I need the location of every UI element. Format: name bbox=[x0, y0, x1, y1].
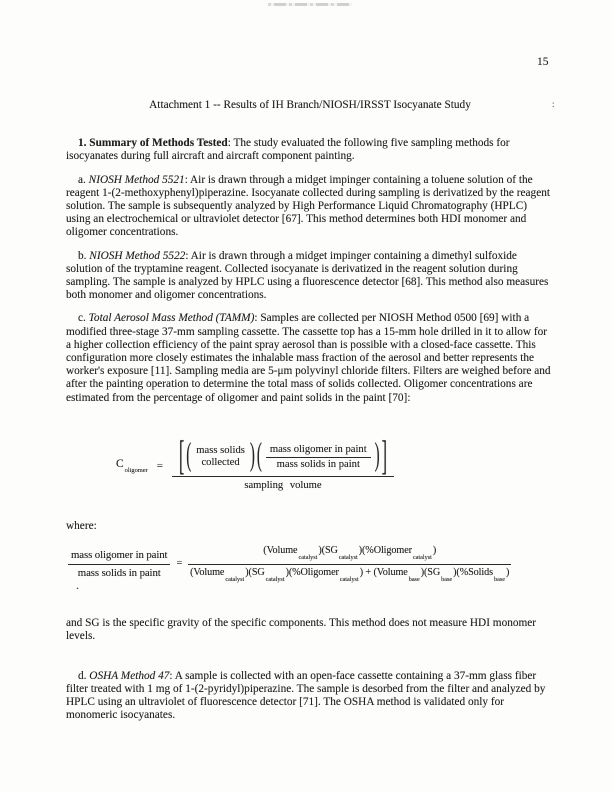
oligomer-ratio-denominator: mass solids in paint bbox=[276, 458, 360, 470]
equation2-rhs-fraction bbox=[188, 545, 511, 583]
sampling-volume-label: sampling volume bbox=[244, 479, 322, 491]
equation2-lhs-numerator: mass oligomer in paint bbox=[68, 549, 170, 565]
right-paren: ) bbox=[249, 439, 255, 474]
method-a-text: : Air is drawn through a midget impinger containing a toluene solution of the reagent 1-(2-methoxyphenyl)piperazine. Isocyanate collected during sampling is derivatized by the reagent solution. The sample is subsequently analyzed by High Performance Liquid Chromatography (HPLC) using an electrochemical or ultraviolet detector [67]. This method determines both HDI monomer and oligomer concentrations. bbox=[66, 173, 551, 239]
method-b-text: : Air is drawn through a midget impinger containing a dimethyl sulfoxide solution of the tryptamine reagent. Collected isocyanate is derivatized in the reagent solution during sampling. The sample is analyzed by HPLC using a fluorescence detector [68]. This method also measures both monomer and oligomer concentrations. bbox=[66, 249, 549, 302]
catalyst-subscript: catalyst bbox=[412, 554, 432, 562]
oligomer-ratio-numerator: mass oligomer in paint bbox=[266, 444, 371, 458]
method-c-text: : Samples are collected per NIOSH Method 0500 [69] with a modified three-stage 37-mm sampling cassette. The cassette top has a 15-mm hole drilled in it to allow for a higher collection efficiency of the paint spray aerosol than is possible with a closed-face cassette. This configuration more closely estimates the inhalable mass fraction of the aerosol and better represents the worker's exposure [11]. Sampling media are 5-μm polyvinyl chloride filters. Filters are weighed before and after the painting operation to determine the total mass of solids collected. Oligomer concentrations are estimated from the percentage of oligomer and paint solids in the paint [70]: bbox=[66, 312, 551, 404]
page-title: Attachment 1 -- Results of IH Branch/NIOSH/IRSST Isocyanate Study bbox=[149, 99, 471, 111]
method-d-text: : A sample is collected with an open-face cassette containing a 37-mm glass fiber filter treated with 1 mg of 1-(2-pyridyl)piperazine. The sample is desorbed from the filter and analyzed by HPLC using an ultraviolet of fluorescence detector [71]. The OSHA method is validated only for monomeric isocyanates. bbox=[66, 669, 546, 722]
equation-mass-ratio bbox=[68, 545, 554, 583]
collected-line: collected bbox=[201, 457, 240, 469]
left-paren: ( bbox=[186, 439, 192, 474]
method-d-label: d. bbox=[78, 669, 90, 682]
summary-text: : The study evaluated the following five sampling methods for isocyanates during full aircraft and aircraft component painting. bbox=[66, 137, 510, 163]
page-content bbox=[66, 0, 554, 722]
paragraph-summary bbox=[66, 137, 554, 163]
c-subscript: oligomer bbox=[124, 467, 148, 474]
equation2-lhs-denominator: mass solids in paint bbox=[77, 566, 161, 579]
where-label: where: bbox=[66, 519, 97, 532]
mass-solids-collected-group bbox=[193, 445, 248, 469]
method-b-name: NIOSH Method 5522 bbox=[89, 249, 186, 262]
paragraph-method-c bbox=[66, 312, 554, 404]
left-paren: ( bbox=[256, 439, 262, 474]
method-d-name: OSHA Method 47 bbox=[89, 669, 170, 682]
catalyst-subscript: catalyst bbox=[298, 554, 318, 562]
equation-oligomer-concentration bbox=[116, 435, 554, 492]
equation2-rhs-numerator: $(Volume_{catalyst})(SG_{catalyst})(\%Oligomer_{catalyst})$ bbox=[263, 545, 437, 562]
method-b-label: b. bbox=[78, 249, 90, 262]
equals-sign: = bbox=[176, 557, 183, 569]
oligomer-ratio-group bbox=[264, 444, 373, 471]
paragraph-method-d bbox=[66, 670, 554, 723]
mass-solids-line: mass solids bbox=[196, 445, 245, 457]
right-paren: ) bbox=[374, 439, 380, 474]
method-c-label: c. bbox=[78, 312, 89, 325]
scan-artifact-speck: : bbox=[552, 99, 555, 109]
equation1-lhs bbox=[116, 458, 148, 475]
catalyst-subscript: catalyst bbox=[339, 575, 359, 583]
c-symbol: C bbox=[116, 457, 124, 470]
method-a-name: NIOSH Method 5521 bbox=[88, 173, 185, 186]
equation2-rhs-denominator: $(Volume_{catalyst})(SG_{catalyst})(\%Oligomer_{catalyst})$ + $(Volume_{base})(SG_{base})(\%Solids_{base})$ bbox=[188, 564, 511, 584]
catalyst-subscript: catalyst bbox=[338, 554, 358, 562]
equals-sign: = bbox=[156, 460, 163, 473]
equation2-lhs-fraction bbox=[68, 549, 170, 579]
catalyst-subscript: catalyst bbox=[225, 575, 245, 583]
equation1-main-fraction bbox=[172, 435, 394, 492]
right-bracket: ] bbox=[381, 435, 387, 480]
base-subscript: base bbox=[441, 575, 453, 583]
method-a-label: a. bbox=[78, 173, 89, 186]
summary-heading: 1. Summary of Methods Tested bbox=[78, 137, 228, 150]
left-bracket: [ bbox=[178, 435, 185, 480]
paragraph-method-b bbox=[66, 250, 554, 303]
sg-note: and SG is the specific gravity of the specific components. This method does not measure HDI monomer levels. bbox=[66, 617, 537, 643]
method-c-name: Total Aerosol Mass Method (TAMM) bbox=[88, 312, 255, 325]
scan-artifact-period: . bbox=[76, 578, 79, 592]
catalyst-subscript: catalyst bbox=[265, 575, 285, 583]
base-subscript: base bbox=[494, 575, 505, 583]
base-subscript: base bbox=[408, 575, 420, 583]
page-number: 15 bbox=[537, 56, 549, 68]
paragraph-method-a bbox=[66, 174, 554, 240]
equation1-numerator bbox=[172, 435, 394, 480]
